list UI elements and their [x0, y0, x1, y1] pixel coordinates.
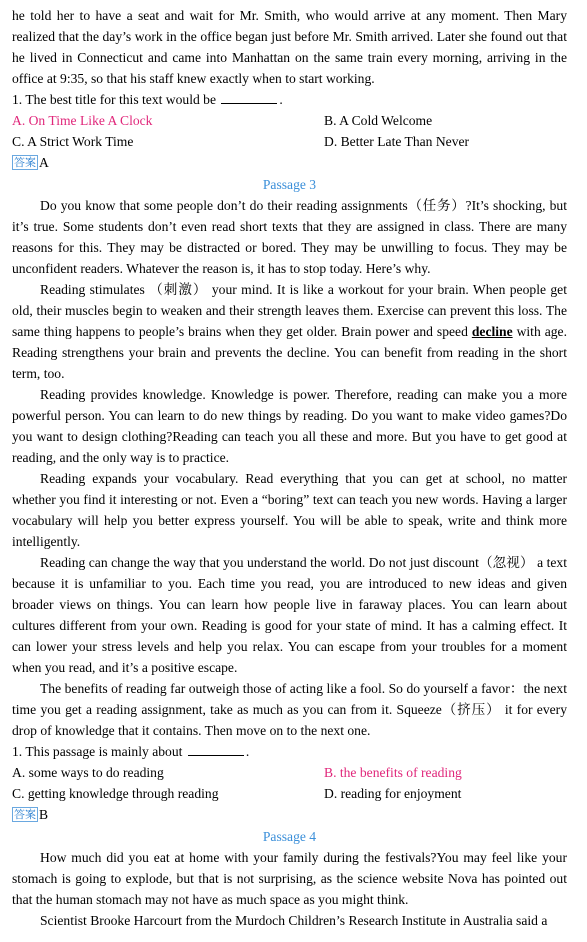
question-2-stem: [12, 741, 567, 762]
question-1-text: 1. The best title for this text would be: [12, 92, 216, 107]
question-2-end: .: [245, 744, 250, 759]
option-c: C. getting knowledge through reading: [12, 786, 219, 801]
question-2-text: 1. This passage is mainly about: [12, 744, 183, 759]
option-c: C. A Strict Work Time: [12, 134, 134, 149]
question-1-end: .: [279, 92, 283, 107]
answer-badge-icon: 答案: [14, 808, 36, 821]
answer-blank: [188, 743, 244, 756]
keyword-decline: decline: [471, 324, 513, 339]
passage-3-paragraph-6: The benefits of reading far outweigh those of acting like a fool. So do yourself a favor：the next time you get a reading assignment, take as much as you can from it. Squeeze（挤压） it for every drop of knowledge that it contains. Then move on to the next one.: [12, 681, 567, 738]
answer-value: A: [39, 155, 49, 170]
p2-before: Reading stimulates （刺激） your mind. It is like a workout for your brain. When people get old, their muscles begin to weaken and their strength leaves them. Exercise can prevent this loss. The same thing happens to people’s brains when they get older. Brain power and speed: [12, 282, 567, 339]
option-b: B. the benefits of reading: [324, 765, 462, 780]
passage-3-paragraph-2: [12, 279, 567, 384]
question-2-answer: [12, 804, 567, 825]
passage-4-paragraph-2: Scientist Brooke Harcourt from the Murdoch Children’s Research Institute in Australia said a: [40, 913, 548, 928]
answer-value: B: [39, 807, 49, 822]
answer-badge-icon: 答案: [14, 156, 36, 169]
question-2-options-row-1: [12, 762, 567, 783]
option-a: A. On Time Like A Clock: [12, 113, 153, 128]
passage-3-paragraph-3: Reading provides knowledge. Knowledge is power. Therefore, reading can make you a more powerful person. You can learn to do new things by reading. Do you want to make video games?Do you want to design clothing?Reading can teach you all these and more. But you have to get good at reading, and the only way is to practice.: [12, 387, 567, 465]
option-a: A. some ways to do reading: [12, 765, 164, 780]
p2-after: with age. Reading strengthens your brain and prevents the decline. You can benefit from reading in the short term, too.: [12, 324, 567, 381]
passage-4-paragraph-1: How much did you eat at home with your family during the festivals?You may feel like your stomach is going to explode, but that is not surprising, as the science website Nova has pointed out that the human stomach may not have as much space as you might think.: [12, 850, 567, 907]
story-paragraph-end: he told her to have a seat and wait for Mr. Smith, who would arrive at any moment. Then Mary realized that the day’s work in the office began just before Mr. Smith arrived. Later she found out that he lived in Connecticut and came into Manhattan on the same train every morning, arriving in the office at 9:35, so that his staff knew exactly when to start working.: [12, 8, 567, 86]
passage-3-paragraph-1: Do you know that some people don’t do their reading assignments（任务）?It’s shocking, but it’s true. Some students don’t even read short texts that they are assigned in class. There are many reasons for this. They may be distracted or bored. They may be unwilling to focus. They may be unconfident readers. Whatever the reason is, it has to stop today. Here’s why.: [12, 198, 567, 276]
question-1-stem: [12, 89, 567, 110]
passage-3-title: Passage 3: [262, 177, 317, 192]
passage-4-title: Passage 4: [262, 829, 317, 844]
passage-3-paragraph-4: Reading expands your vocabulary. Read everything that you can get at school, no matter whether you find it interesting or not. Even a “boring” text can teach you new words. Having a larger vocabulary will help you better express yourself. You will be able to speak, write and think more intelligently.: [12, 471, 567, 549]
question-1-options-row-1: [12, 110, 567, 131]
passage-3-paragraph-5: Reading can change the way that you understand the world. Do not just discount（忽视） a text because it is unfamiliar to you. Each time you read, you are introduced to new ideas and given broader views on things. You can learn how people live in faraway places. You can learn about cultures different from your own. Reading is good for your state of mind. It has a calming effect. It can lower your stress levels and help you relax. You can escape from your troubles for a moment when you read, and it’s a positive escape.: [12, 555, 567, 675]
option-b: B. A Cold Welcome: [324, 113, 433, 128]
option-d: D. reading for enjoyment: [324, 786, 462, 801]
question-2-options-row-2: [12, 783, 567, 804]
document-page: [12, 5, 567, 931]
option-d: D. Better Late Than Never: [324, 134, 470, 149]
question-1-options-row-2: [12, 131, 567, 152]
question-1-answer: [12, 152, 567, 173]
answer-blank: [221, 91, 277, 104]
